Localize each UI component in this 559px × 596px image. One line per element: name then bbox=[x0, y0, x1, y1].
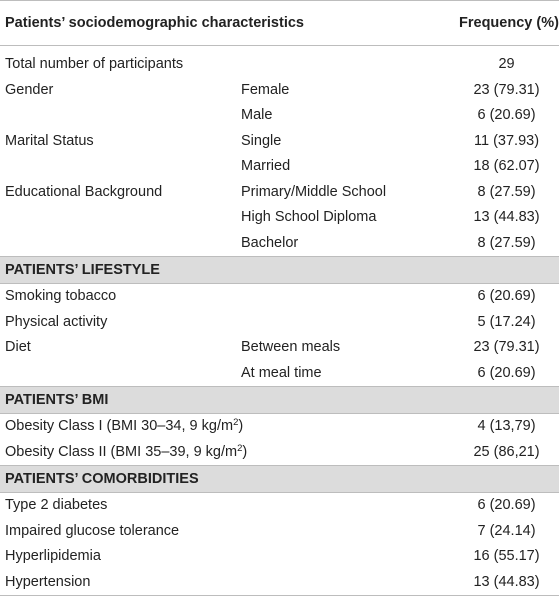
row-value: 23 (79.31) bbox=[473, 339, 540, 355]
row-value: 18 (62.07) bbox=[473, 158, 540, 174]
row-value: 4 (13,79) bbox=[477, 418, 536, 434]
row-label: Type 2 diabetes bbox=[5, 497, 108, 513]
section-header-lifestyle bbox=[0, 257, 559, 284]
row-value: 23 (79.31) bbox=[473, 81, 540, 98]
table-row bbox=[0, 335, 559, 361]
header-characteristics: Patients’ sociodemographic characteristics bbox=[0, 1, 454, 46]
row-sublabel bbox=[236, 46, 454, 78]
table-row bbox=[0, 205, 559, 231]
row-label: Hypertension bbox=[0, 570, 454, 596]
row-value: 6 (20.69) bbox=[477, 107, 536, 123]
table-row bbox=[0, 103, 559, 129]
row-label bbox=[0, 205, 236, 231]
row-label: Gender bbox=[5, 81, 54, 98]
table-row bbox=[0, 129, 559, 155]
row-label: Physical activity bbox=[5, 313, 108, 330]
section-title: PATIENTS’ BMI bbox=[0, 387, 559, 414]
row-sublabel: High School Diploma bbox=[241, 209, 377, 225]
row-label: Smoking tobacco bbox=[5, 288, 117, 304]
row-value: 6 (20.69) bbox=[477, 364, 536, 381]
row-label bbox=[0, 231, 236, 257]
row-value: 13 (44.83) bbox=[473, 209, 540, 225]
section-header-bmi bbox=[0, 387, 559, 414]
table-row bbox=[0, 544, 559, 570]
row-value: 8 (27.59) bbox=[477, 234, 536, 251]
row-sublabel: Female bbox=[241, 81, 290, 98]
row-value: 7 (24.14) bbox=[477, 522, 536, 539]
row-value: 13 (44.83) bbox=[454, 570, 559, 596]
row-sublabel: Bachelor bbox=[241, 234, 299, 251]
table-header-row bbox=[0, 1, 559, 46]
table-row bbox=[0, 519, 559, 545]
table-row bbox=[0, 46, 559, 78]
table-row bbox=[0, 361, 559, 387]
row-label: Impaired glucose tolerance bbox=[5, 522, 180, 539]
row-value: 6 (20.69) bbox=[477, 288, 536, 304]
section-title: PATIENTS’ COMORBIDITIES bbox=[0, 466, 559, 493]
bmi-class-label: Obesity Class II (BMI 35–39, 9 kg/m bbox=[5, 443, 238, 460]
bmi-class-label: Obesity Class I (BMI 30–34, 9 kg/m bbox=[5, 418, 234, 434]
table-row bbox=[0, 440, 559, 466]
table-row bbox=[0, 78, 559, 104]
superscript: 2 bbox=[237, 442, 243, 454]
row-label bbox=[0, 361, 236, 387]
row-value: 11 (37.93) bbox=[474, 132, 540, 149]
row-label bbox=[0, 103, 236, 129]
row-label: Diet bbox=[5, 339, 31, 355]
row-sublabel: Primary/Middle School bbox=[241, 183, 387, 200]
row-value: 5 (17.24) bbox=[477, 313, 536, 330]
row-label bbox=[0, 440, 454, 466]
table-row bbox=[0, 570, 559, 596]
row-label bbox=[0, 154, 236, 180]
row-label bbox=[0, 414, 454, 440]
row-label: Educational Background bbox=[5, 183, 163, 200]
row-sublabel: Single bbox=[241, 132, 282, 149]
table-row bbox=[0, 493, 559, 519]
row-sublabel: Married bbox=[241, 158, 291, 174]
row-sublabel bbox=[236, 310, 454, 336]
row-label: Total number of participants bbox=[5, 56, 184, 72]
section-header-comorbidities bbox=[0, 466, 559, 493]
table-row bbox=[0, 231, 559, 257]
superscript: 2 bbox=[233, 417, 239, 428]
row-sublabel: Between meals bbox=[241, 339, 341, 355]
table-row bbox=[0, 180, 559, 206]
row-sublabel: At meal time bbox=[241, 364, 322, 381]
closing-paren: ) bbox=[242, 443, 248, 460]
row-label: Hyperlipidemia bbox=[5, 548, 101, 564]
row-sublabel bbox=[236, 284, 454, 310]
row-value: 29 bbox=[498, 56, 515, 72]
row-label: Marital Status bbox=[5, 132, 94, 149]
table-row bbox=[0, 284, 559, 310]
header-frequency: Frequency (%) bbox=[454, 1, 559, 46]
row-value: 25 (86,21) bbox=[473, 443, 540, 460]
closing-paren: ) bbox=[238, 418, 244, 434]
table-row bbox=[0, 414, 559, 440]
table-row bbox=[0, 310, 559, 336]
row-sublabel: Male bbox=[241, 107, 273, 123]
table-row bbox=[0, 154, 559, 180]
row-value: 6 (20.69) bbox=[477, 497, 536, 513]
section-title: PATIENTS’ LIFESTYLE bbox=[0, 257, 559, 284]
row-value: 8 (27.59) bbox=[477, 183, 536, 200]
row-value: 16 (55.17) bbox=[473, 548, 540, 564]
